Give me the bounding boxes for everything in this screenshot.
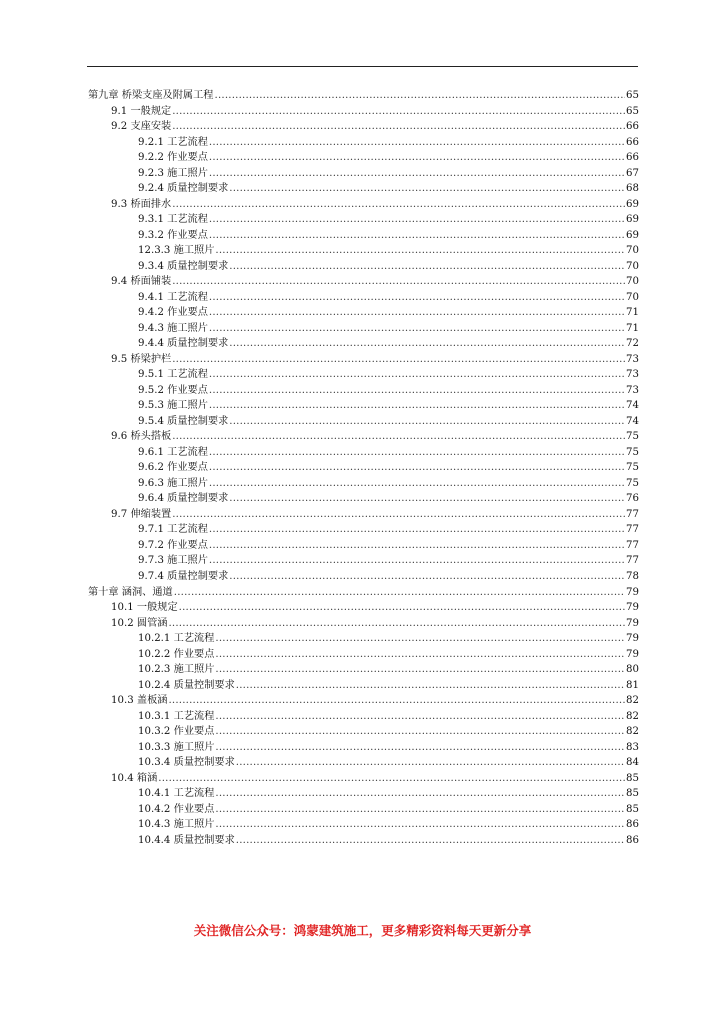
toc-subsection-entry[interactable]: [88, 445, 639, 461]
toc-entry-title: 10.2.3 施工照片: [138, 664, 215, 676]
toc-page-number: 69: [626, 214, 639, 226]
toc-dot-leader: [215, 662, 625, 678]
toc-dot-leader: [236, 833, 625, 849]
toc-entry-title: 10.4.1 工艺流程: [138, 788, 215, 800]
toc-subsection-entry[interactable]: [88, 522, 639, 538]
toc-entry-title: 9.6.1 工艺流程: [138, 446, 208, 458]
toc-subsection-entry[interactable]: [88, 569, 639, 585]
toc-dot-leader: [168, 616, 625, 632]
toc-page-number: 79: [626, 586, 639, 598]
toc-page-number: 82: [626, 695, 639, 707]
toc-entry-title: 9.4.4 质量控制要求: [138, 338, 229, 350]
toc-page-number: 75: [626, 477, 639, 489]
toc-entry-title: 9.4.3 施工照片: [138, 322, 208, 334]
toc-subsection-entry[interactable]: [88, 228, 639, 244]
toc-entry-title: 9.3.4 质量控制要求: [138, 260, 229, 272]
toc-page-number: 80: [626, 664, 639, 676]
toc-entry-title: 9.3.2 作业要点: [138, 229, 208, 241]
toc-dot-leader: [229, 569, 625, 585]
table-of-contents: [88, 88, 639, 848]
toc-entry-title: 9.7 伸缩装置: [111, 508, 172, 520]
toc-page-number: 75: [626, 462, 639, 474]
toc-subsection-entry[interactable]: [88, 755, 639, 771]
toc-entry-title: 9.5.4 质量控制要求: [138, 415, 229, 427]
toc-dot-leader: [168, 693, 625, 709]
toc-dot-leader: [172, 119, 625, 135]
toc-page-number: 74: [626, 415, 639, 427]
toc-dot-leader: [209, 445, 625, 461]
toc-subsection-entry[interactable]: [88, 321, 639, 337]
toc-subsection-entry[interactable]: [88, 662, 639, 678]
toc-subsection-entry[interactable]: [88, 259, 639, 275]
toc-subsection-entry[interactable]: [88, 476, 639, 492]
toc-entry-title: 9.1 一般规定: [111, 105, 172, 117]
toc-page-number: 69: [626, 198, 639, 210]
toc-subsection-entry[interactable]: [88, 243, 639, 259]
toc-page-number: 68: [626, 183, 639, 195]
toc-entry-title: 10.4.3 施工照片: [138, 819, 215, 831]
toc-dot-leader: [229, 259, 625, 275]
toc-subsection-entry[interactable]: [88, 709, 639, 725]
toc-subsection-entry[interactable]: [88, 833, 639, 849]
toc-subsection-entry[interactable]: [88, 491, 639, 507]
toc-entry-title: 10.3.3 施工照片: [138, 741, 215, 753]
toc-entry-title: 9.3.1 工艺流程: [138, 214, 208, 226]
toc-entry-title: 10.1 一般规定: [111, 602, 178, 614]
toc-entry-title: 10.2.4 质量控制要求: [138, 679, 235, 691]
toc-entry-title: 10.3.4 质量控制要求: [138, 757, 235, 769]
toc-page-number: 82: [626, 726, 639, 738]
toc-page-number: 78: [626, 570, 639, 582]
toc-page-number: 79: [626, 633, 639, 645]
toc-subsection-entry[interactable]: [88, 553, 639, 569]
toc-page-number: 73: [626, 353, 639, 365]
toc-section-entry[interactable]: [88, 104, 639, 120]
toc-entry-title: 10.3 盖板涵: [111, 695, 168, 707]
toc-entry-title: 10.3.2 作业要点: [138, 726, 215, 738]
toc-page-number: 70: [626, 260, 639, 272]
toc-subsection-entry[interactable]: [88, 305, 639, 321]
toc-page-number: 71: [626, 322, 639, 334]
toc-section-entry[interactable]: [88, 119, 639, 135]
toc-dot-leader: [215, 631, 625, 647]
toc-dot-leader: [209, 460, 625, 476]
toc-entry-title: 9.4.1 工艺流程: [138, 291, 208, 303]
toc-subsection-entry[interactable]: [88, 802, 639, 818]
toc-entry-title: 9.6 桥头搭板: [111, 431, 172, 443]
toc-entry-title: 9.6.4 质量控制要求: [138, 493, 229, 505]
toc-subsection-entry[interactable]: [88, 678, 639, 694]
toc-subsection-entry[interactable]: [88, 166, 639, 182]
toc-section-entry[interactable]: [88, 693, 639, 709]
toc-dot-leader: [215, 802, 625, 818]
toc-entry-title: 10.4.4 质量控制要求: [138, 834, 235, 846]
toc-page-number: 79: [626, 617, 639, 629]
toc-chapter-entry[interactable]: [88, 88, 639, 104]
toc-dot-leader: [209, 150, 625, 166]
toc-entry-title: 9.2.4 质量控制要求: [138, 183, 229, 195]
toc-section-entry[interactable]: [88, 600, 639, 616]
toc-page-number: 70: [626, 276, 639, 288]
toc-dot-leader: [209, 135, 625, 151]
toc-subsection-entry[interactable]: [88, 336, 639, 352]
toc-dot-leader: [215, 88, 626, 104]
toc-page-number: 66: [626, 121, 639, 133]
toc-subsection-entry[interactable]: [88, 631, 639, 647]
toc-entry-title: 9.6.2 作业要点: [138, 462, 208, 474]
toc-entry-title: 9.7.1 工艺流程: [138, 524, 208, 536]
toc-page-number: 85: [626, 803, 639, 815]
toc-entry-title: 10.2.2 作业要点: [138, 648, 215, 660]
toc-page-number: 75: [626, 446, 639, 458]
toc-entry-title: 第九章 桥梁支座及附属工程: [88, 90, 214, 101]
toc-page-number: 75: [626, 431, 639, 443]
toc-subsection-entry[interactable]: [88, 740, 639, 756]
toc-dot-leader: [172, 352, 625, 368]
toc-dot-leader: [209, 166, 625, 182]
toc-entry-title: 9.7.2 作业要点: [138, 539, 208, 551]
toc-dot-leader: [172, 104, 625, 120]
toc-subsection-entry[interactable]: [88, 135, 639, 151]
toc-page-number: 84: [626, 757, 639, 769]
toc-chapter-entry[interactable]: [88, 585, 639, 601]
toc-dot-leader: [229, 414, 625, 430]
toc-dot-leader: [179, 600, 625, 616]
toc-dot-leader: [209, 321, 625, 337]
toc-page-number: 76: [626, 493, 639, 505]
toc-page-number: 77: [626, 524, 639, 536]
toc-section-entry[interactable]: [88, 197, 639, 213]
toc-subsection-entry[interactable]: [88, 414, 639, 430]
toc-entry-title: 9.5.1 工艺流程: [138, 369, 208, 381]
toc-dot-leader: [215, 243, 625, 259]
toc-subsection-entry[interactable]: [88, 538, 639, 554]
toc-page-number: 86: [626, 819, 639, 831]
toc-subsection-entry[interactable]: [88, 290, 639, 306]
toc-subsection-entry[interactable]: [88, 724, 639, 740]
toc-entry-title: 9.4 桥面铺装: [111, 276, 172, 288]
toc-subsection-entry[interactable]: [88, 647, 639, 663]
toc-dot-leader: [209, 212, 625, 228]
toc-page-number: 79: [626, 602, 639, 614]
toc-entry-title: 9.4.2 作业要点: [138, 307, 208, 319]
toc-entry-title: 10.2.1 工艺流程: [138, 633, 215, 645]
toc-page-number: 73: [626, 369, 639, 381]
footer-promo-text: 关注微信公众号：鸿蒙建筑施工，更多精彩资料每天更新分享: [193, 923, 532, 938]
toc-dot-leader: [209, 476, 625, 492]
toc-page-number: 86: [626, 834, 639, 846]
toc-entry-title: 9.5.2 作业要点: [138, 384, 208, 396]
toc-page-number: 67: [626, 167, 639, 179]
toc-dot-leader: [229, 491, 625, 507]
toc-subsection-entry[interactable]: [88, 383, 639, 399]
toc-page-number: 73: [626, 384, 639, 396]
toc-entry-title: 9.2.3 施工照片: [138, 167, 208, 179]
toc-dot-leader: [229, 336, 625, 352]
toc-dot-leader: [215, 709, 625, 725]
toc-page-number: 77: [626, 508, 639, 520]
toc-subsection-entry[interactable]: [88, 460, 639, 476]
toc-dot-leader: [172, 274, 625, 290]
toc-page-number: 81: [626, 679, 639, 691]
toc-page-number: 77: [626, 539, 639, 551]
toc-dot-leader: [209, 522, 625, 538]
toc-entry-title: 9.2.2 作业要点: [138, 152, 208, 164]
toc-dot-leader: [215, 724, 625, 740]
toc-page-number: 65: [626, 105, 639, 117]
toc-subsection-entry[interactable]: [88, 367, 639, 383]
toc-dot-leader: [209, 228, 625, 244]
toc-entry-title: 10.4.2 作业要点: [138, 803, 215, 815]
toc-entry-title: 9.2 支座安装: [111, 121, 172, 133]
toc-dot-leader: [215, 817, 625, 833]
toc-dot-leader: [209, 398, 625, 414]
toc-dot-leader: [209, 367, 625, 383]
toc-entry-title: 9.5 桥梁护栏: [111, 353, 172, 365]
toc-subsection-entry[interactable]: [88, 398, 639, 414]
toc-section-entry[interactable]: [88, 507, 639, 523]
toc-section-entry[interactable]: [88, 274, 639, 290]
toc-entry-title: 9.6.3 施工照片: [138, 477, 208, 489]
toc-dot-leader: [209, 290, 625, 306]
toc-page-number: 83: [626, 741, 639, 753]
toc-section-entry[interactable]: [88, 352, 639, 368]
toc-dot-leader: [174, 585, 625, 601]
toc-dot-leader: [172, 429, 625, 445]
toc-subsection-entry[interactable]: [88, 817, 639, 833]
toc-entry-title: 9.2.1 工艺流程: [138, 136, 208, 148]
toc-dot-leader: [215, 786, 625, 802]
toc-page-number: 82: [626, 710, 639, 722]
toc-dot-leader: [209, 383, 625, 399]
toc-dot-leader: [236, 678, 625, 694]
toc-entry-title: 10.2 圆管涵: [111, 617, 168, 629]
toc-subsection-entry[interactable]: [88, 786, 639, 802]
toc-dot-leader: [236, 755, 625, 771]
header-rule: [87, 66, 638, 67]
toc-page-number: 77: [626, 555, 639, 567]
toc-entry-title: 9.5.3 施工照片: [138, 400, 208, 412]
toc-entry-title: 9.3 桥面排水: [111, 198, 172, 210]
toc-page-number: 65: [626, 90, 639, 101]
toc-subsection-entry[interactable]: [88, 212, 639, 228]
toc-subsection-entry[interactable]: [88, 181, 639, 197]
toc-dot-leader: [209, 538, 625, 554]
toc-entry-title: 10.4 箱涵: [111, 772, 158, 784]
toc-entry-title: 10.3.1 工艺流程: [138, 710, 215, 722]
toc-entry-title: 9.7.4 质量控制要求: [138, 570, 229, 582]
toc-section-entry[interactable]: [88, 771, 639, 787]
toc-page-number: 85: [626, 772, 639, 784]
toc-dot-leader: [215, 740, 625, 756]
toc-page-number: 66: [626, 152, 639, 164]
toc-entry-title: 第十章 涵洞、通道: [88, 586, 173, 598]
toc-dot-leader: [158, 771, 625, 787]
toc-dot-leader: [209, 305, 625, 321]
toc-page-number: 71: [626, 307, 639, 319]
toc-page-number: 70: [626, 245, 639, 257]
toc-entry-title: 9.7.3 施工照片: [138, 555, 208, 567]
toc-dot-leader: [215, 647, 625, 663]
toc-page-number: 79: [626, 648, 639, 660]
toc-subsection-entry[interactable]: [88, 150, 639, 166]
toc-section-entry[interactable]: [88, 616, 639, 632]
toc-section-entry[interactable]: [88, 429, 639, 445]
toc-dot-leader: [209, 553, 625, 569]
toc-page-number: 85: [626, 788, 639, 800]
toc-page-number: 74: [626, 400, 639, 412]
toc-dot-leader: [172, 507, 625, 523]
toc-page-number: 66: [626, 136, 639, 148]
toc-page-number: 70: [626, 291, 639, 303]
toc-dot-leader: [172, 197, 625, 213]
toc-page-number: 72: [626, 338, 639, 350]
toc-page-number: 69: [626, 229, 639, 241]
toc-dot-leader: [229, 181, 625, 197]
toc-entry-title: 12.3.3 施工照片: [138, 245, 215, 257]
